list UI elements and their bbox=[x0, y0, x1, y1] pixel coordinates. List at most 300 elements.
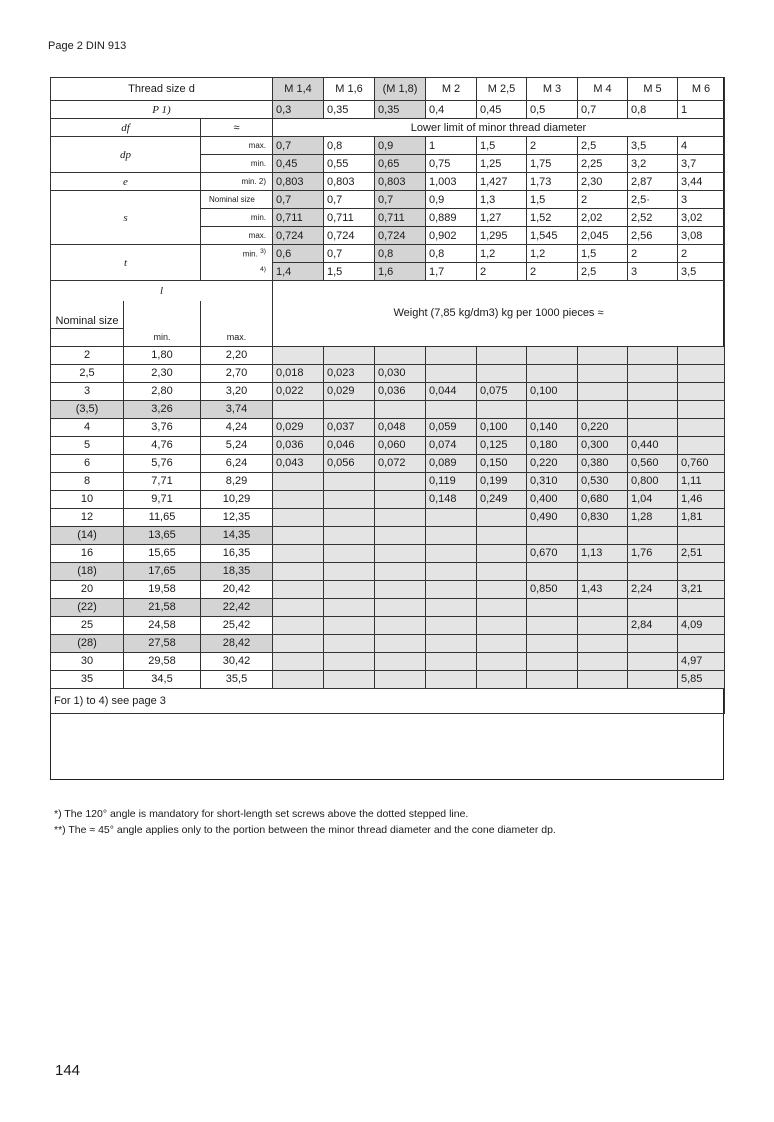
weight-value: 0,680 bbox=[578, 490, 628, 508]
length-min: 11,65 bbox=[124, 508, 201, 526]
weight-value bbox=[628, 598, 678, 616]
length-min: 17,65 bbox=[124, 562, 201, 580]
length-max: 14,35 bbox=[201, 526, 273, 544]
weight-value: 0,043 bbox=[273, 454, 324, 472]
weight-value: 0,830 bbox=[578, 508, 628, 526]
weight-value bbox=[375, 634, 426, 652]
min-header-spacer bbox=[124, 301, 201, 329]
s-nominal-value: 0,7 bbox=[273, 191, 324, 209]
weight-value bbox=[678, 598, 725, 616]
length-min: 5,76 bbox=[124, 454, 201, 472]
weight-value: 0,560 bbox=[628, 454, 678, 472]
weight-value bbox=[628, 562, 678, 580]
nominal-size-label: Nominal size bbox=[51, 301, 124, 329]
weight-value bbox=[273, 652, 324, 670]
dp-max-value: 2,5 bbox=[578, 137, 628, 155]
nominal-sub bbox=[51, 329, 124, 347]
weight-value bbox=[375, 490, 426, 508]
weight-value bbox=[273, 490, 324, 508]
weight-value bbox=[477, 364, 527, 382]
weight-value bbox=[324, 652, 375, 670]
s-max-label: max. bbox=[201, 227, 273, 245]
weight-value bbox=[426, 400, 477, 418]
length-max: 20,42 bbox=[201, 580, 273, 598]
weight-value bbox=[426, 616, 477, 634]
weight-value bbox=[375, 580, 426, 598]
pitch-label: P 1) bbox=[51, 101, 273, 119]
max-label: max. bbox=[201, 329, 273, 347]
weight-value bbox=[273, 526, 324, 544]
weight-value bbox=[527, 346, 578, 364]
nominal-length: 10 bbox=[51, 490, 124, 508]
weight-value bbox=[324, 634, 375, 652]
weight-value bbox=[273, 580, 324, 598]
length-min: 4,76 bbox=[124, 436, 201, 454]
e-label: e bbox=[51, 173, 201, 191]
size-header: M 1,6 bbox=[324, 78, 375, 101]
note-45-angle: **) The ≈ 45° angle applies only to the portion between the minor thread diameter and the cone diameter dp. bbox=[54, 824, 556, 836]
s-min-label: min. bbox=[201, 209, 273, 227]
weight-value: 0,089 bbox=[426, 454, 477, 472]
s-max-value: 1,295 bbox=[477, 227, 527, 245]
weight-value bbox=[477, 562, 527, 580]
weight-value: 0,310 bbox=[527, 472, 578, 490]
weight-value: 0,100 bbox=[477, 418, 527, 436]
df-approx: ≈ bbox=[201, 119, 273, 137]
weight-value: 5,85 bbox=[678, 670, 725, 688]
s-nominal-value: 0,9 bbox=[426, 191, 477, 209]
weight-value bbox=[578, 634, 628, 652]
dp-min-value: 0,55 bbox=[324, 155, 375, 173]
weight-value bbox=[375, 472, 426, 490]
weight-value: 1,13 bbox=[578, 544, 628, 562]
e-value: 0,803 bbox=[273, 173, 324, 191]
weight-value bbox=[477, 544, 527, 562]
weight-value bbox=[426, 544, 477, 562]
weight-value bbox=[477, 400, 527, 418]
weight-value bbox=[527, 652, 578, 670]
s-nominal-value: 2 bbox=[578, 191, 628, 209]
weight-value: 0,850 bbox=[527, 580, 578, 598]
s-max-value: 1,545 bbox=[527, 227, 578, 245]
t-label: t bbox=[51, 245, 201, 281]
size-header: (M 1,8) bbox=[375, 78, 426, 101]
dp-min-value: 3,2 bbox=[628, 155, 678, 173]
s-min-value: 3,02 bbox=[678, 209, 725, 227]
weight-value bbox=[678, 364, 725, 382]
nominal-length: 3 bbox=[51, 382, 124, 400]
dp-min-value: 3,7 bbox=[678, 155, 725, 173]
weight-value: 0,100 bbox=[527, 382, 578, 400]
weight-value: 1,28 bbox=[628, 508, 678, 526]
pitch-value: 0,5 bbox=[527, 101, 578, 119]
weight-value: 0,030 bbox=[375, 364, 426, 382]
length-max: 18,35 bbox=[201, 562, 273, 580]
dp-min-value: 1,75 bbox=[527, 155, 578, 173]
length-min: 21,58 bbox=[124, 598, 201, 616]
weight-value bbox=[273, 472, 324, 490]
s-nominal-value: 1,5 bbox=[527, 191, 578, 209]
length-max: 3,20 bbox=[201, 382, 273, 400]
weight-value: 0,380 bbox=[578, 454, 628, 472]
weight-value bbox=[273, 634, 324, 652]
length-max: 28,42 bbox=[201, 634, 273, 652]
weight-value: 0,760 bbox=[678, 454, 725, 472]
max-header-spacer bbox=[201, 301, 273, 329]
weight-value: 2,84 bbox=[628, 616, 678, 634]
size-header: M 1,4 bbox=[273, 78, 324, 101]
weight-value: 0,056 bbox=[324, 454, 375, 472]
nominal-length: 8 bbox=[51, 472, 124, 490]
s-min-value: 2,52 bbox=[628, 209, 678, 227]
weight-value: 2,51 bbox=[678, 544, 725, 562]
dp-min-value: 0,45 bbox=[273, 155, 324, 173]
weight-value bbox=[578, 562, 628, 580]
pitch-value: 0,4 bbox=[426, 101, 477, 119]
weight-value bbox=[426, 526, 477, 544]
weight-value bbox=[273, 616, 324, 634]
dp-max-value: 3,5 bbox=[628, 137, 678, 155]
length-max: 30,42 bbox=[201, 652, 273, 670]
e-value: 3,44 bbox=[678, 173, 725, 191]
dp-min-value: 1,25 bbox=[477, 155, 527, 173]
weight-value bbox=[628, 346, 678, 364]
s-nominal-value: 1,3 bbox=[477, 191, 527, 209]
dp-min-value: 0,65 bbox=[375, 155, 426, 173]
nominal-length: 2 bbox=[51, 346, 124, 364]
weight-value: 1,43 bbox=[578, 580, 628, 598]
weight-value bbox=[375, 400, 426, 418]
weight-value bbox=[477, 598, 527, 616]
length-max: 8,29 bbox=[201, 472, 273, 490]
weight-value bbox=[527, 400, 578, 418]
weight-value bbox=[678, 526, 725, 544]
t3-value: 0,8 bbox=[375, 245, 426, 263]
weight-label: Weight (7,85 kg/dm3) kg per 1000 pieces ≈ bbox=[273, 281, 725, 347]
weight-value: 0,220 bbox=[578, 418, 628, 436]
weight-value: 0,036 bbox=[375, 382, 426, 400]
t4-value: 1,4 bbox=[273, 263, 324, 281]
weight-value: 0,074 bbox=[426, 436, 477, 454]
weight-value bbox=[375, 544, 426, 562]
t3-value: 1,2 bbox=[477, 245, 527, 263]
weight-value: 4,09 bbox=[678, 616, 725, 634]
nominal-length: 25 bbox=[51, 616, 124, 634]
weight-value bbox=[426, 562, 477, 580]
t-min-label-3 bbox=[201, 245, 273, 263]
weight-value bbox=[628, 670, 678, 688]
s-min-value: 0,711 bbox=[273, 209, 324, 227]
weight-value: 0,119 bbox=[426, 472, 477, 490]
df-label: df bbox=[51, 119, 201, 137]
e-value: 0,803 bbox=[375, 173, 426, 191]
weight-value bbox=[375, 508, 426, 526]
t3-value: 1,2 bbox=[527, 245, 578, 263]
weight-value bbox=[477, 346, 527, 364]
s-max-value: 0,724 bbox=[324, 227, 375, 245]
weight-value: 0,018 bbox=[273, 364, 324, 382]
dp-max-value: 0,8 bbox=[324, 137, 375, 155]
weight-value bbox=[477, 508, 527, 526]
length-max: 2,20 bbox=[201, 346, 273, 364]
s-nominal-value: 0,7 bbox=[324, 191, 375, 209]
t4-value: 2 bbox=[527, 263, 578, 281]
nominal-length: (18) bbox=[51, 562, 124, 580]
length-min: 19,58 bbox=[124, 580, 201, 598]
weight-value bbox=[628, 400, 678, 418]
t3-value: 0,7 bbox=[324, 245, 375, 263]
s-max-value: 2,045 bbox=[578, 227, 628, 245]
weight-value bbox=[628, 418, 678, 436]
weight-value bbox=[324, 670, 375, 688]
weight-value bbox=[527, 598, 578, 616]
weight-value bbox=[273, 346, 324, 364]
t4-footnote: 4) bbox=[260, 265, 266, 273]
weight-value bbox=[324, 346, 375, 364]
weight-value bbox=[426, 346, 477, 364]
s-nominal-label: Nominal size bbox=[201, 191, 273, 209]
size-header: M 6 bbox=[678, 78, 725, 101]
weight-value: 0,530 bbox=[578, 472, 628, 490]
weight-value bbox=[426, 598, 477, 616]
weight-value bbox=[324, 526, 375, 544]
t4-value: 1,7 bbox=[426, 263, 477, 281]
length-max: 4,24 bbox=[201, 418, 273, 436]
dp-min-value: 2,25 bbox=[578, 155, 628, 173]
page-number: 144 bbox=[55, 1062, 81, 1079]
nominal-length: 5 bbox=[51, 436, 124, 454]
weight-value: 0,670 bbox=[527, 544, 578, 562]
t4-value: 3,5 bbox=[678, 263, 725, 281]
weight-value bbox=[426, 652, 477, 670]
weight-value bbox=[578, 346, 628, 364]
t3-value: 1,5 bbox=[578, 245, 628, 263]
length-max: 6,24 bbox=[201, 454, 273, 472]
weight-value bbox=[628, 652, 678, 670]
size-header: M 3 bbox=[527, 78, 578, 101]
weight-value bbox=[477, 580, 527, 598]
weight-value bbox=[324, 562, 375, 580]
weight-value bbox=[273, 562, 324, 580]
dp-max-value: 0,7 bbox=[273, 137, 324, 155]
s-min-value: 0,889 bbox=[426, 209, 477, 227]
weight-value bbox=[324, 616, 375, 634]
size-header: M 2 bbox=[426, 78, 477, 101]
weight-value bbox=[273, 598, 324, 616]
s-nominal-value: 0,7 bbox=[375, 191, 426, 209]
weight-value bbox=[273, 670, 324, 688]
weight-value bbox=[678, 418, 725, 436]
length-min: 29,58 bbox=[124, 652, 201, 670]
weight-value: 3,21 bbox=[678, 580, 725, 598]
weight-value: 0,220 bbox=[527, 454, 578, 472]
s-max-value: 0,902 bbox=[426, 227, 477, 245]
length-min: 3,76 bbox=[124, 418, 201, 436]
weight-value: 0,440 bbox=[628, 436, 678, 454]
pitch-value: 0,3 bbox=[273, 101, 324, 119]
weight-value: 0,180 bbox=[527, 436, 578, 454]
weight-value: 1,04 bbox=[628, 490, 678, 508]
e-value: 1,427 bbox=[477, 173, 527, 191]
length-max: 12,35 bbox=[201, 508, 273, 526]
length-min: 3,26 bbox=[124, 400, 201, 418]
e-value: 2,30 bbox=[578, 173, 628, 191]
weight-value: 0,046 bbox=[324, 436, 375, 454]
dp-max-value: 0,9 bbox=[375, 137, 426, 155]
weight-value bbox=[527, 634, 578, 652]
length-min: 27,58 bbox=[124, 634, 201, 652]
size-header: M 4 bbox=[578, 78, 628, 101]
t4-value: 3 bbox=[628, 263, 678, 281]
t3-footnote: 3) bbox=[260, 248, 266, 256]
weight-value bbox=[678, 382, 725, 400]
pitch-value: 1 bbox=[678, 101, 725, 119]
t3-value: 0,8 bbox=[426, 245, 477, 263]
nominal-length: 30 bbox=[51, 652, 124, 670]
din-913-table bbox=[50, 77, 725, 714]
weight-value bbox=[375, 598, 426, 616]
weight-value: 2,24 bbox=[628, 580, 678, 598]
length-max: 22,42 bbox=[201, 598, 273, 616]
weight-value bbox=[273, 544, 324, 562]
weight-value: 0,029 bbox=[273, 418, 324, 436]
t4-value: 2 bbox=[477, 263, 527, 281]
s-nominal-value: 3 bbox=[678, 191, 725, 209]
weight-value bbox=[426, 364, 477, 382]
length-max: 35,5 bbox=[201, 670, 273, 688]
weight-value: 1,76 bbox=[628, 544, 678, 562]
weight-value: 0,048 bbox=[375, 418, 426, 436]
nominal-length: 20 bbox=[51, 580, 124, 598]
pitch-value: 0,45 bbox=[477, 101, 527, 119]
s-min-value: 0,711 bbox=[324, 209, 375, 227]
weight-value bbox=[678, 346, 725, 364]
e-value: 0,803 bbox=[324, 173, 375, 191]
length-max: 5,24 bbox=[201, 436, 273, 454]
weight-value bbox=[578, 382, 628, 400]
weight-value: 1,11 bbox=[678, 472, 725, 490]
t-min-label-4 bbox=[201, 263, 273, 281]
weight-value: 0,060 bbox=[375, 436, 426, 454]
length-min: 7,71 bbox=[124, 472, 201, 490]
weight-value bbox=[628, 364, 678, 382]
length-max: 10,29 bbox=[201, 490, 273, 508]
t4-value: 1,6 bbox=[375, 263, 426, 281]
min-label: min. bbox=[124, 329, 201, 347]
weight-value bbox=[477, 616, 527, 634]
length-min: 2,80 bbox=[124, 382, 201, 400]
weight-value: 0,150 bbox=[477, 454, 527, 472]
nominal-length: (14) bbox=[51, 526, 124, 544]
weight-value: 1,46 bbox=[678, 490, 725, 508]
pitch-value: 0,35 bbox=[324, 101, 375, 119]
weight-value: 0,249 bbox=[477, 490, 527, 508]
s-label: s bbox=[51, 191, 201, 245]
s-min-value: 1,27 bbox=[477, 209, 527, 227]
weight-value bbox=[375, 526, 426, 544]
weight-value bbox=[678, 562, 725, 580]
length-min: 24,58 bbox=[124, 616, 201, 634]
weight-value bbox=[375, 670, 426, 688]
nominal-length: 12 bbox=[51, 508, 124, 526]
weight-value bbox=[578, 598, 628, 616]
s-min-value: 2,02 bbox=[578, 209, 628, 227]
weight-value bbox=[527, 562, 578, 580]
weight-value bbox=[324, 580, 375, 598]
weight-value bbox=[527, 670, 578, 688]
weight-value bbox=[426, 670, 477, 688]
length-min: 1,80 bbox=[124, 346, 201, 364]
weight-value bbox=[273, 508, 324, 526]
nominal-length: 16 bbox=[51, 544, 124, 562]
weight-value bbox=[477, 670, 527, 688]
dp-max-label: max. bbox=[201, 137, 273, 155]
weight-value bbox=[578, 670, 628, 688]
weight-value bbox=[628, 382, 678, 400]
s-max-value: 2,56 bbox=[628, 227, 678, 245]
e-value: 2,87 bbox=[628, 173, 678, 191]
weight-value bbox=[578, 652, 628, 670]
weight-value: 0,029 bbox=[324, 382, 375, 400]
weight-value: 0,072 bbox=[375, 454, 426, 472]
weight-value: 0,140 bbox=[527, 418, 578, 436]
t4-value: 2,5 bbox=[578, 263, 628, 281]
weight-value bbox=[578, 364, 628, 382]
weight-value bbox=[426, 508, 477, 526]
t3-value: 2 bbox=[678, 245, 725, 263]
weight-value bbox=[324, 508, 375, 526]
t3-value: 0,6 bbox=[273, 245, 324, 263]
weight-value bbox=[324, 472, 375, 490]
s-min-value: 1,52 bbox=[527, 209, 578, 227]
weight-value bbox=[375, 562, 426, 580]
dp-min-value: 0,75 bbox=[426, 155, 477, 173]
length-min: 15,65 bbox=[124, 544, 201, 562]
dp-max-value: 1,5 bbox=[477, 137, 527, 155]
s-nominal-value: 2,5· bbox=[628, 191, 678, 209]
length-min: 34,5 bbox=[124, 670, 201, 688]
weight-value bbox=[324, 490, 375, 508]
dp-max-value: 4 bbox=[678, 137, 725, 155]
pitch-value: 0,7 bbox=[578, 101, 628, 119]
length-min: 9,71 bbox=[124, 490, 201, 508]
weight-value bbox=[324, 544, 375, 562]
thread-size-label: Thread size d bbox=[51, 78, 273, 101]
nominal-length: 2,5 bbox=[51, 364, 124, 382]
s-max-value: 0,724 bbox=[375, 227, 426, 245]
weight-value: 0,148 bbox=[426, 490, 477, 508]
weight-value bbox=[324, 400, 375, 418]
nominal-length: (22) bbox=[51, 598, 124, 616]
weight-value bbox=[678, 634, 725, 652]
pitch-value: 0,8 bbox=[628, 101, 678, 119]
weight-value bbox=[678, 436, 725, 454]
weight-value bbox=[527, 616, 578, 634]
footnote-reference: For 1) to 4) see page 3 bbox=[51, 688, 725, 713]
df-text: Lower limit of minor thread diameter bbox=[273, 119, 725, 137]
weight-value bbox=[578, 400, 628, 418]
s-min-value: 0,711 bbox=[375, 209, 426, 227]
weight-value bbox=[324, 598, 375, 616]
weight-value bbox=[375, 616, 426, 634]
dp-min-label: min. bbox=[201, 155, 273, 173]
length-max: 3,74 bbox=[201, 400, 273, 418]
nominal-length: (3,5) bbox=[51, 400, 124, 418]
weight-value: 0,044 bbox=[426, 382, 477, 400]
nominal-length: (28) bbox=[51, 634, 124, 652]
weight-value bbox=[426, 580, 477, 598]
weight-value bbox=[477, 652, 527, 670]
